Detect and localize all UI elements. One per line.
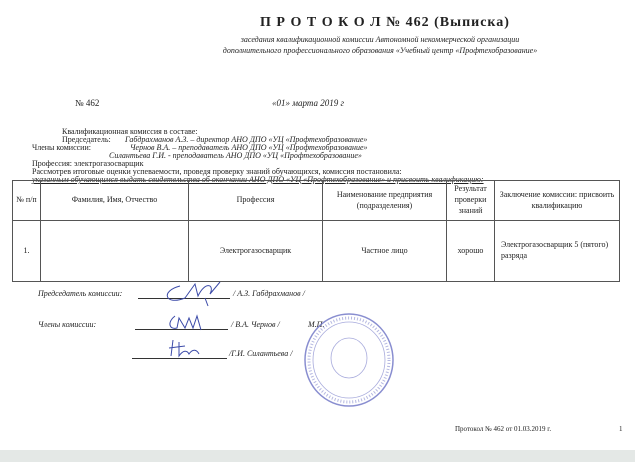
cell-number: 1. bbox=[13, 221, 41, 282]
page-number: 1 bbox=[619, 425, 623, 433]
col-profession: Профессия bbox=[189, 181, 323, 221]
organization-stamp bbox=[303, 312, 395, 408]
cell-conclusion: Электрогазосварщик 5 (пятого) разряда bbox=[495, 221, 620, 282]
commission-intro: Квалификационная комиссия в составе: bbox=[62, 127, 198, 136]
chair-value: Габдрахманов А.З. – директор АНО ДПО «УЦ «Профтехобразование» bbox=[125, 135, 368, 144]
chair-sign-label: Председатель комиссии: bbox=[38, 289, 123, 298]
table-header-row bbox=[13, 181, 620, 221]
subtitle-line-2: дополнительного профессионального образования «Учебный центр «Профтехобразование» bbox=[222, 46, 538, 55]
members-label: Члены комиссии: bbox=[32, 143, 91, 152]
scan-edge bbox=[0, 450, 635, 462]
chair-signature bbox=[160, 276, 230, 308]
table-row bbox=[13, 221, 620, 282]
col-number: № п/п bbox=[13, 181, 41, 221]
protocol-number: № 462 bbox=[75, 98, 100, 108]
protocol-date: «01» марта 2019 г bbox=[272, 98, 344, 108]
members-sign-label: Члены комиссии: bbox=[38, 320, 97, 329]
member-1: Чернов В.А. – преподаватель АНО ДПО «УЦ «Профтехобразование» bbox=[130, 143, 368, 152]
chair-sign-name: / А.З. Габдрахманов / bbox=[233, 289, 305, 298]
chair-label: Председатель: bbox=[62, 135, 111, 144]
cell-enterprise: Частное лицо bbox=[323, 221, 447, 282]
col-name: Фамилия, Имя, Отчество bbox=[41, 181, 189, 221]
decision-text: указанным обучающимся выдать свидетельства об окончании АНО ДПО «УЦ «Профтехобразование» и присвоить квалификацию: bbox=[32, 175, 484, 184]
profession: Профессия: электрогазосварщик bbox=[32, 159, 144, 168]
cell-result: хорошо bbox=[447, 221, 495, 282]
footer-protocol-ref: Протокол № 462 от 01.03.2019 г. bbox=[455, 425, 552, 433]
col-enterprise: Наименование предприятия (подразделения) bbox=[323, 181, 447, 221]
member-1-sign-name: / В.А. Чернов / bbox=[231, 320, 280, 329]
member-2-signature bbox=[165, 338, 210, 360]
cell-name bbox=[41, 221, 189, 282]
subtitle-line-1: заседания квалификационной комиссии Автономной некоммерческой организации bbox=[240, 35, 520, 44]
col-result: Результат проверки знаний bbox=[447, 181, 495, 221]
cell-profession: Электрогазосварщик bbox=[189, 221, 323, 282]
member-1-signature bbox=[165, 312, 215, 334]
col-conclusion: Заключение комиссии: присвоить квалификацию bbox=[495, 181, 620, 221]
seal-label: М.П. bbox=[308, 320, 325, 329]
member-2: Силантьева Г.И. - преподаватель АНО ДПО «УЦ «Профтехобразование» bbox=[109, 151, 362, 160]
member-2-sign-name: /Г.И. Силантьева / bbox=[229, 349, 293, 358]
results-table bbox=[12, 180, 620, 282]
considered-text: Рассмотрев итоговые оценки успеваемости, проведя проверку знаний обучающихся, комиссия постановила: bbox=[32, 167, 402, 176]
document-title: П Р О Т О К О Л № 462 (Выписка) bbox=[260, 15, 510, 30]
